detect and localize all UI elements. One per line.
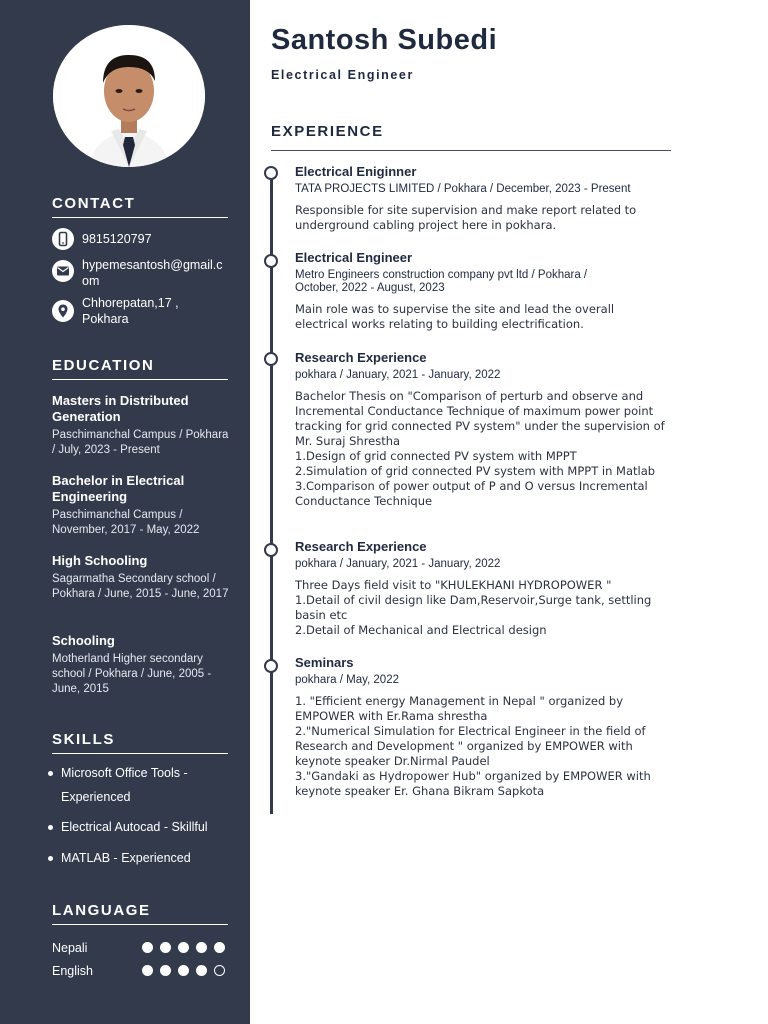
rating-dot-filled [160,965,171,976]
sidebar [0,0,250,1024]
location-pin-icon [52,300,74,322]
experience-title: Research Experience [295,350,427,365]
timeline-marker [264,166,278,180]
timeline-marker [264,254,278,268]
skill-label: MATLAB - Experienced [61,851,191,865]
education-info: Paschimanchal Campus / November, 2017 - May, 2022 [52,509,200,536]
job-title: Electrical Engineer [271,68,414,82]
phone-text: 9815120797 [82,232,152,246]
education-degree: High Schooling [52,553,148,568]
description-line: Bachelor Thesis on "Comparison of perturb and observe and Incremental Conductance Technique of maximum power point tracking for grid connected PV system" under the supervision of Mr. Suraj Shrestha [295,389,665,448]
description-line: 3.Comparison of power output of P and O versus Incremental Conductance Technique [295,479,648,508]
rating-dot-empty [214,965,225,976]
education-info: Motherland Higher secondary school / Pokhara / June, 2005 - June, 2015 [52,653,212,695]
skills-heading: SKILLS [52,731,115,748]
experience-heading: EXPERIENCE [271,123,384,140]
education-info: Paschimanchal Campus / Pokhara / July, 2023 - Present [52,429,229,456]
education-info: Sagarmatha Secondary school / Pokhara / June, 2015 - June, 2017 [52,573,229,600]
experience-meta: TATA PROJECTS LIMITED / Pokhara / December, 2023 - Present [295,183,631,195]
skill-item [61,846,231,870]
rating-dot-filled [178,965,189,976]
experience-meta: Metro Engineers construction company pvt ltd / Pokhara / October, 2022 - August, 2023 [295,269,588,294]
language-item [52,963,228,979]
education-item [52,473,232,538]
experience-title: Seminars [295,655,354,670]
education-item [52,633,232,697]
bullet-icon [48,825,53,830]
language-name: Nepali [52,941,88,955]
education-degree: Bachelor in Electrical Engineering [52,473,185,504]
experience-title: Electrical Eniginner [295,164,417,179]
education-heading: EDUCATION [52,357,155,374]
email-icon [52,260,74,282]
rating-dot-filled [142,942,153,953]
skills-divider [52,753,228,754]
phone-icon [52,228,74,250]
rating-dot-filled [196,965,207,976]
skill-label: Microsoft Office Tools - Experienced [61,766,188,804]
education-item [52,393,232,458]
experience-entry [295,250,665,332]
experience-divider [271,150,671,151]
description-line: 1.Design of grid connected PV system with MPPT [295,449,577,463]
rating-dot-filled [214,942,225,953]
rating-dot-filled [142,965,153,976]
description-line: 1.Detail of civil design like Dam,Reservoir,Surge tank, settling basin etc [295,593,652,622]
address-text: Chhorepatan,17 , Pokhara [82,296,179,326]
description-line: Responsible for site supervision and make report related to underground cabling project here in pokhara. [295,203,637,232]
skill-item [61,761,211,809]
experience-title: Electrical Engineer [295,250,413,265]
contact-divider [52,217,228,218]
description-line: Main role was to supervise the site and lead the overall electrical works relating to building electrification. [295,302,615,331]
experience-description [295,578,665,638]
language-name: English [52,964,93,978]
contact-heading: CONTACT [52,195,136,212]
skill-label: Electrical Autocad - Skillful [61,820,208,834]
description-line: Three Days field visit to "KHULEKHANI HYDROPOWER " [295,578,612,592]
timeline-marker [264,352,278,366]
experience-meta: pokhara / January, 2021 - January, 2022 [295,558,501,570]
description-line: 1. "Efficient energy Management in Nepal " organized by EMPOWER with Er.Rama shrestha [295,694,624,723]
description-line: 2.Simulation of grid connected PV system with MPPT in Matlab [295,464,656,478]
experience-description [295,694,665,799]
rating-dot-filled [196,942,207,953]
experience-description [295,302,665,332]
education-degree: Masters in Distributed Generation [52,393,189,424]
experience-description [295,203,665,233]
experience-meta: pokhara / May, 2022 [295,674,399,686]
rating-dot-filled [178,942,189,953]
description-line: 3."Gandaki as Hydropower Hub" organized by EMPOWER with keynote speaker Er. Ghana Bikram Sapkota [295,769,651,798]
language-divider [52,924,228,925]
experience-entry [295,350,665,509]
timeline-marker [264,659,278,673]
description-line: 2."Numerical Simulation for Electrical Engineer in the field of Research and Development " organized by EMPOWER with keynote speaker Dr.Nirmal Paudel [295,724,646,768]
experience-entry [295,164,665,233]
person-name: Santosh Subedi [271,24,498,56]
timeline-marker [264,543,278,557]
skill-item [61,815,231,839]
email-link[interactable]: hypemesantosh@gmail.com [82,258,223,288]
education-item [52,553,232,602]
experience-title: Research Experience [295,539,427,554]
timeline-line [270,172,273,814]
bullet-icon [48,856,53,861]
description-line: 2.Detail of Mechanical and Electrical design [295,623,547,637]
bullet-icon [48,771,53,776]
experience-description [295,389,665,509]
language-item [52,940,228,956]
experience-entry [295,539,665,638]
language-heading: LANGUAGE [52,902,151,919]
education-divider [52,379,228,380]
profile-photo [53,25,205,167]
education-degree: Schooling [52,633,115,648]
experience-entry [295,655,665,799]
rating-dot-filled [160,942,171,953]
experience-meta: pokhara / January, 2021 - January, 2022 [295,369,501,381]
